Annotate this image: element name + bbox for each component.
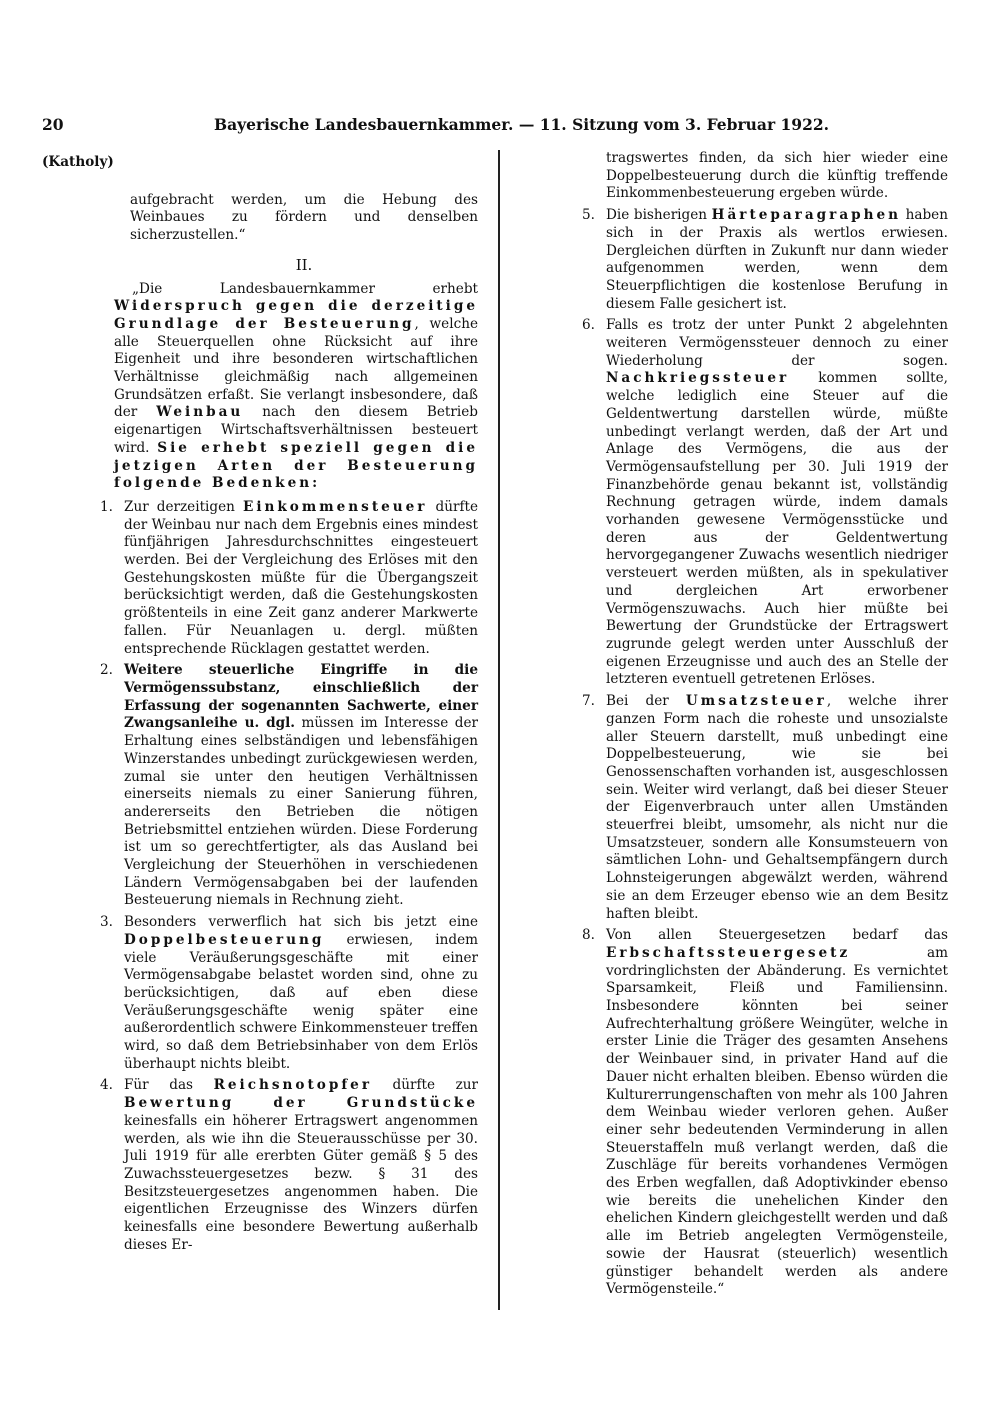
section-numeral: II. xyxy=(295,255,313,274)
list-item: 6. Falls es trotz der unter Punkt 2 abgelehnten weiteren Vermögenssteuer dennoch zu einer Wiederholung der sogen. Nachkriegssteuer kommen sollte, welche lediglich eine Steuer auf die Geldentwertung darstellen würde, müßte unbedingt verlangt werden, daß der Art und Anlage des Vermögens, die aus der Vermögensaufstellung per 30. Juli 1919 der Finanzbehörde genau bekannt ist, vollständig Rechnung getragen würde, indem damals vorhanden gewesene Vermögensstücke und deren aus der Geldentwertung hervorgegangener Zuwachs wesentlich niedriger versteuert werden müßten, als in spekulativer und dergleichen Art erworbener Vermögenszuwachs. Auch hier müßte bei Bewertung der Grundstücke der Ertragswert zugrunde gelegt werden unter Ausschluß der eigenen Erzeugnisse und auch des an Stelle der letzteren eventuell getretenen Erlöses. xyxy=(582,317,948,688)
left-column xyxy=(42,150,478,1258)
list-item: 1. Zur derzeitigen Einkommensteuer dürfte der Weinbau nur nach dem Ergebnis eines mindest fünfjährigen Jahresdurchschnittes eingesteuert werden. Bei der Vergleichung des Erlöses mit den Gestehungskosten müßte für die Übergangszeit berücksichtigt werden, daß die Gestehungskosten größtenteils in eine Zeit ganz anderer Markwerte fallen. Für Neuanlagen u. dergl. müßten entsprechende Rücklagen gestattet werden. xyxy=(100,498,479,657)
running-title: Bayerische Landesbauernkammer. — 11. Sitzung vom 3. Februar 1922. xyxy=(214,115,830,134)
list-item: 2. Weitere steuerliche Eingriffe in die Vermögenssubstanz, einschließlich der Erfassung der sogenannten Sachwerte, einer Zwangsanleihe u. dgl. müssen im Interesse der Erhaltung eines selbständigen und lebensfähigen Winzerstandes unbedingt zurückgewiesen werden, zumal sie unter den heutigen Verhältnissen einerseits niemals zu einer Sanierung führen, andererseits den Betrieben die nötigen Betriebsmittel entziehen würden. Diese Forderung ist um so gerechtfertigter, als das Ausland bei Vergleichung der Steuerhöhen in verschiedenen Ländern Vermögensabgaben bei der laufenden Besteuerung niemals in Rechnung zieht. xyxy=(100,662,479,909)
continuation-paragraph: tragswertes finden, da sich hier wieder eine Doppelbesteuerung durch die künftig treffende Einkommenbesteuerung ergeben würde. xyxy=(606,150,948,202)
page-header xyxy=(42,112,830,138)
list-item: 5. Die bisherigen Härteparagraphen haben sich in der Praxis als wertlos erwiesen. Dergleichen dürften in Zukunft nur dann wieder aufgenommen werden, wenn dem Steuerpflichtigen die kostenlose Berufung in diesem Falle gesichert ist. xyxy=(582,207,948,312)
speaker-name: (Katholy) xyxy=(42,154,114,170)
intro-paragraph: aufgebracht werden, um die Hebung des Weinbaues zu fördern und denselben sicherzustellen.“ xyxy=(130,191,478,244)
right-column xyxy=(522,150,948,1303)
column-divider xyxy=(498,150,500,1310)
page-number: 20 xyxy=(42,115,64,134)
list-item: 3. Besonders verwerflich hat sich bis jetzt eine Doppelbesteuerung erwiesen, indem viele Veräußerungsgeschäfte mit einer Vermögensabgabe belastet worden sind, ohne zu berücksichtigen, daß auf eben diese Veräußerungsgeschäfte wenig später eine außerordentlich schwere Einkommensteuer treffen wird, so daß dem Betriebsinhaber von dem Erlös überhaupt nichts bleibt. xyxy=(100,914,479,1072)
resolution-paragraph: „Die Landesbauernkammer erhebt Widerspruch gegen die derzeitige Grundlage der Besteuerung, welche alle Steuerquellen ohne Rücksicht auf ihre Eigenheit und ihre besonderen wirtschaftlichen Verhältnisse gleichmäßig nach allgemeinen Grundsätzen erfaßt. Sie verlangt insbesondere, daß der Weinbau nach den diesem Betrieb eigenartigen Wirtschaftsverhältnissen besteuert wird. Sie erhebt speziell gegen die jetzigen Arten der Besteuerung folgende Bedenken: xyxy=(114,280,478,492)
list-item: 8. Von allen Steuergesetzen bedarf das Erbschaftssteuergesetz am vordringlichsten der Abänderung. Es vernichtet Sparsamkeit, Fleiß und Familiensinn. Insbesondere könnten bei seiner Aufrechterhaltung größere Weingüter, welche in erster Linie die Träger des gesamten Ansehens der Weinbauer sind, in privater Hand auf die Dauer nicht erhalten bleiben. Ebenso würden die Kulturerrungenschaften von mehr als 100 Jahren dem Weinbau wieder verloren gehen. Außer einer sehr bedeutenden Verminderung in allen Steuerstaffeln muß verlangt werden, daß die Zuschläge für bereits vorhandenes Vermögen des Erben wegfallen, daß Adoptivkinder ebenso wie bereits die unehelichen Kinder den ehelichen Kindern gleichgestellt werden und daß alle im Betrieb angelegten Vermögensteile, sowie der Hausrat (steuerlich) wesentlich günstiger behandelt werden als andere Vermögensteile.“ xyxy=(582,927,948,1298)
list-item: 4. Für das Reichsnotopfer dürfte zur Bewertung der Grundstücke keinesfalls ein höherer Ertragswert angenommen werden, als wie ihn die Steuerausschüsse per 30. Juli 1919 für alle ererbten Güter gemäß § 5 des Zuwachssteuergesetzes bezw. § 31 des Besitzsteuergesetzes angenommen haben. Die eigentlichen Erzeugnisse des Winzers dürfen keinesfalls eine besondere Bewertung außerhalb dieses Er- xyxy=(100,1077,479,1253)
list-item: 7. Bei der Umsatzsteuer, welche ihrer ganzen Form nach die roheste und unsozialste aller Steuern darstellt, muß unbedingt eine Doppelbesteuerung, wie sie bei Genossenschaften vorhanden ist, ausgeschlossen sein. Weiter wird verlangt, daß bei dieser Steuer der Eigenverbrauch unter allen Umständen steuerfrei bleibt, umsomehr, als nicht nur die Umsatzsteuer, sondern alle Konsumsteuern von sämtlichen Lohn- und Gehaltsempfängern durch Lohnsteigerungen abgewälzt werden, während sie an dem Erzeuger ebenso wie an dem Besitz haften bleibt. xyxy=(582,693,948,922)
